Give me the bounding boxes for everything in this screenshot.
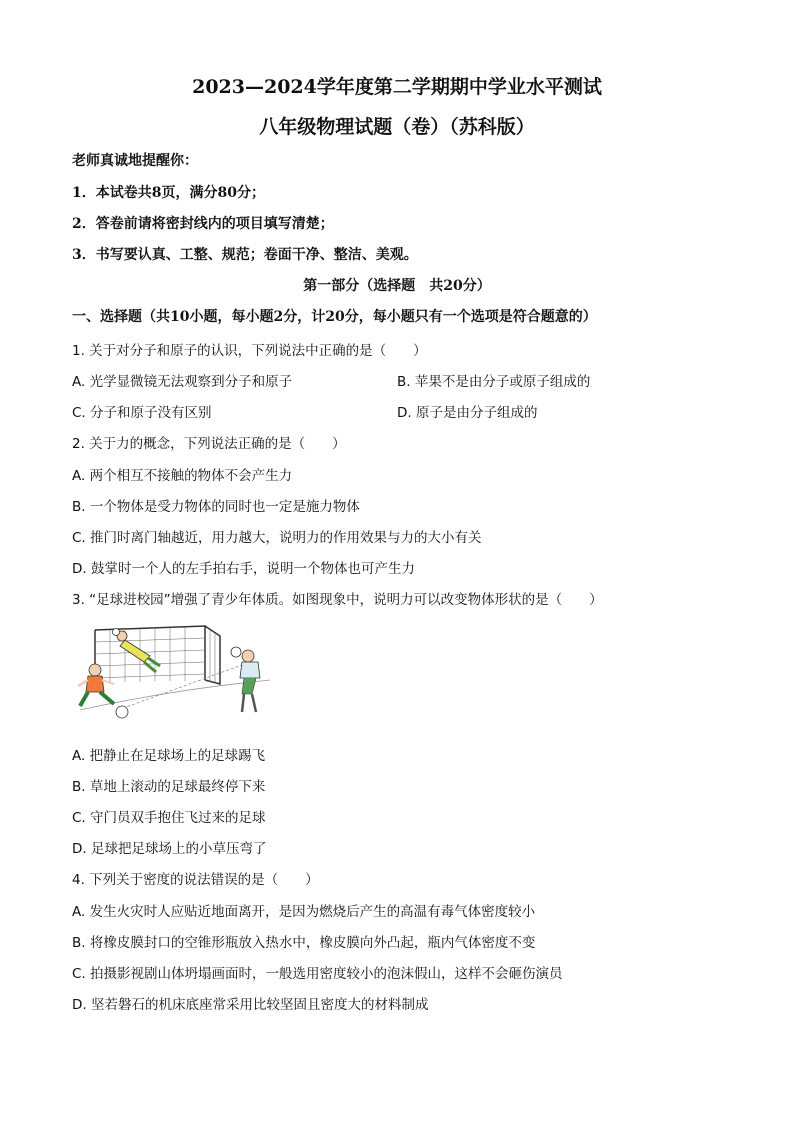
question-1-option-c: C. 分子和原子没有区别 [72,405,212,421]
question-2-option-b: B. 一个物体是受力物体的同时也一定是施力物体 [72,499,360,515]
question-1-option-a: A. 光学显微镜无法观察到分子和原子 [72,374,293,390]
question-4-stem: 4. 下列关于密度的说法错误的是（ ） [72,872,319,888]
exam-title: 2023—2024学年度第二学期期中学业水平测试 [192,76,602,98]
question-2-stem: 2. 关于力的概念，下列说法正确的是（ ） [72,436,346,452]
question-4-option-c: C. 拍摄影视剧山体坍塌画面时，一般选用密度较小的泡沫假山，这样不会砸伤演员 [72,966,563,982]
question-3-option-c: C. 守门员双手抱住飞过来的足球 [72,810,266,826]
notice-heading: 老师真诚地提醒你： [72,153,198,169]
question-2-option-a: A. 两个相互不接触的物体不会产生力 [72,468,293,484]
question-4-option-a: A. 发生火灾时人应贴近地面离开，是因为燃烧后产生的高温有毒气体密度较小 [72,904,536,920]
question-1-option-b: B. 苹果不是由分子或原子组成的 [397,374,591,390]
question-4-option-b: B. 将橡皮膜封口的空锥形瓶放入热水中，橡皮膜向外凸起，瓶内气体密度不变 [72,935,536,951]
question-3-stem: 3. “足球进校园”增强了青少年体质。如图现象中，说明力可以改变物体形状的是（ ） [72,592,603,608]
question-2-option-c: C. 推门时离门轴越近，用力越大，说明力的作用效果与力的大小有关 [72,530,482,546]
exam-subtitle: 八年级物理试题（卷）（苏科版） [259,116,535,138]
notice-item-3: 3．书写要认真、工整、规范；卷面干净、整洁、美观。 [72,247,418,263]
question-1-stem: 1. 关于对分子和原子的认识，下列说法中正确的是（ ） [72,343,427,359]
question-3-option-d: D. 足球把足球场上的小草压弯了 [72,841,267,857]
ball-path [118,662,250,710]
question-3-option-a: A. 把静止在足球场上的足球踢飞 [72,748,266,764]
notice-item-2: 2．答卷前请将密封线内的项目填写清楚； [72,216,334,232]
goalkeeper [113,629,161,673]
question-3-option-b: B. 草地上滚动的足球最终停下来 [72,779,266,795]
notice-item-1: 1．本试卷共8页，满分80分； [72,185,265,201]
football-illustration [70,620,280,720]
heading-player [231,647,260,712]
kicking-player [78,664,128,718]
question-4-option-d: D. 坚若磐石的机床底座常采用比较坚固且密度大的材料制成 [72,997,429,1013]
section-heading: 一、选择题（共10小题，每小题2分，计20分，每小题只有一个选项是符合题意的） [72,309,597,325]
question-2-option-d: D. 鼓掌时一个人的左手拍右手，说明一个物体也可产生力 [72,561,415,577]
question-1-option-d: D. 原子是由分子组成的 [397,405,538,421]
part1-title: 第一部分（选择题 共20分） [303,278,491,294]
